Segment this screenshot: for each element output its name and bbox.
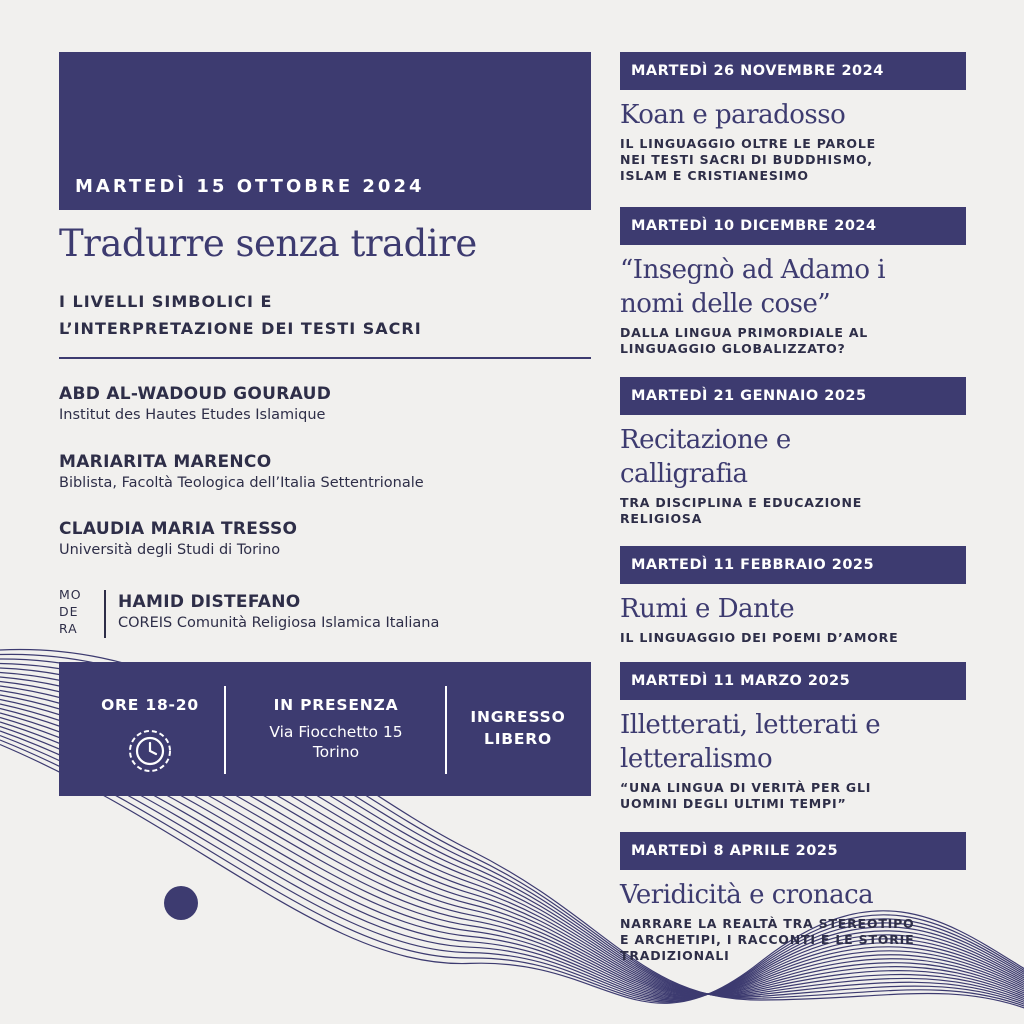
location-mode: IN PRESENZA	[273, 696, 399, 714]
event-subtitle	[620, 495, 1020, 527]
event-info-box	[59, 662, 591, 796]
event-subtitle-line: RELIGIOSA	[620, 511, 703, 526]
event-date: MARTEDÌ 10 DICEMBRE 2024	[620, 207, 966, 245]
moderator-name: HAMID DISTEFANO	[118, 592, 301, 612]
event-item	[620, 377, 1020, 527]
event-title-line: Illetterati, letterati e	[620, 710, 881, 740]
event-date: MARTEDÌ 21 GENNAIO 2025	[620, 377, 966, 415]
clock-icon	[127, 728, 173, 774]
event-item	[620, 207, 1020, 357]
event-subtitle-line: IL LINGUAGGIO OLTRE LE PAROLE	[620, 136, 876, 151]
address-line: Via Fiocchetto 15	[269, 723, 403, 741]
moderator-label	[59, 586, 89, 637]
event-title-line: letteralismo	[620, 744, 773, 774]
speaker-name: ABD AL-WADOUD GOURAUD	[59, 384, 332, 404]
event-title	[620, 878, 1020, 912]
moderator	[118, 592, 598, 631]
event-subtitle-line: “UNA LINGUA DI VERITÀ PER GLI	[620, 780, 872, 795]
event-title	[620, 708, 1020, 776]
event-subtitle-line: TRADIZIONALI	[620, 948, 730, 963]
event-item	[620, 662, 1020, 812]
entry-label: INGRESSO	[470, 708, 566, 726]
event-title-line: Veridicità e cronaca	[620, 880, 874, 910]
event-item	[620, 52, 1020, 184]
event-date: MARTEDÌ 11 MARZO 2025	[620, 662, 966, 700]
info-separator	[445, 686, 447, 774]
speaker	[59, 384, 619, 423]
event-title	[620, 98, 1020, 132]
event-subtitle-line: IL LINGUAGGIO DEI POEMI D’AMORE	[620, 630, 899, 645]
event-subtitle-line: E ARCHETIPI, I RACCONTI E LE STORIE	[620, 932, 915, 947]
event-item	[620, 546, 1020, 646]
speaker-name: CLAUDIA MARIA TRESSO	[59, 519, 298, 539]
divider	[59, 357, 591, 359]
event-subtitle-line: TRA DISCIPLINA E EDUCAZIONE	[620, 495, 863, 510]
decorative-dot	[164, 886, 198, 920]
moderator-label-line: RA	[59, 621, 78, 636]
event-title-line: Rumi e Dante	[620, 594, 795, 624]
event-subtitle	[620, 136, 1020, 184]
event-title-line: “Insegnò ad Adamo i	[620, 255, 886, 285]
event-title-line: Recitazione e	[620, 425, 791, 455]
event-date: MARTEDÌ 8 APRILE 2025	[620, 832, 966, 870]
event-subtitle	[620, 325, 1020, 357]
location-info	[227, 696, 445, 762]
entry-label: LIBERO	[484, 730, 552, 748]
moderator-label-line: DE	[59, 604, 79, 619]
event-subtitle-line: NARRARE LA REALTÀ TRA STEREOTIPO	[620, 916, 915, 931]
main-event-subtitle	[59, 288, 599, 342]
event-item	[620, 832, 1020, 964]
event-subtitle	[620, 916, 1020, 964]
event-title	[620, 253, 1020, 321]
event-subtitle-line: LINGUAGGIO GLOBALIZZATO?	[620, 341, 846, 356]
main-event-subtitle-line: I LIVELLI SIMBOLICI E	[59, 292, 273, 311]
entry-info	[451, 708, 585, 748]
time-info	[77, 696, 223, 774]
info-separator	[224, 686, 226, 774]
event-title-line: calligrafia	[620, 459, 748, 489]
event-date: MARTEDÌ 11 FEBBRAIO 2025	[620, 546, 966, 584]
event-subtitle-line: DALLA LINGUA PRIMORDIALE AL	[620, 325, 869, 340]
main-event-subtitle-line: L’INTERPRETAZIONE DEI TESTI SACRI	[59, 319, 422, 338]
time-label: ORE 18-20	[101, 696, 199, 714]
speaker-affiliation: Università degli Studi di Torino	[59, 542, 281, 558]
event-title	[620, 423, 1020, 491]
event-title-line: nomi delle cose”	[620, 289, 831, 319]
event-subtitle	[620, 630, 1020, 646]
speaker-affiliation: Biblista, Facoltà Teologica dell’Italia Settentrionale	[59, 475, 424, 491]
moderator-divider	[104, 590, 106, 638]
main-event-date: MARTEDÌ 15 OTTOBRE 2024	[75, 176, 425, 197]
speaker	[59, 519, 619, 558]
event-title	[620, 592, 1020, 626]
moderator-affiliation: COREIS Comunità Religiosa Islamica Italiana	[118, 615, 440, 631]
speaker-name: MARIARITA MARENCO	[59, 452, 272, 472]
main-event-banner	[59, 52, 591, 210]
event-subtitle-line: NEI TESTI SACRI DI BUDDHISMO,	[620, 152, 873, 167]
speaker	[59, 452, 619, 491]
main-event-title: Tradurre senza tradire	[59, 222, 477, 265]
speaker-affiliation: Institut des Hautes Etudes Islamique	[59, 407, 326, 423]
event-subtitle-line: ISLAM E CRISTIANESIMO	[620, 168, 809, 183]
event-subtitle	[620, 780, 1020, 812]
moderator-label-line: MO	[59, 587, 82, 602]
event-title-line: Koan e paradosso	[620, 100, 846, 130]
address-line: Torino	[312, 743, 360, 761]
event-date: MARTEDÌ 26 NOVEMBRE 2024	[620, 52, 966, 90]
event-subtitle-line: UOMINI DEGLI ULTIMI TEMPI”	[620, 796, 847, 811]
